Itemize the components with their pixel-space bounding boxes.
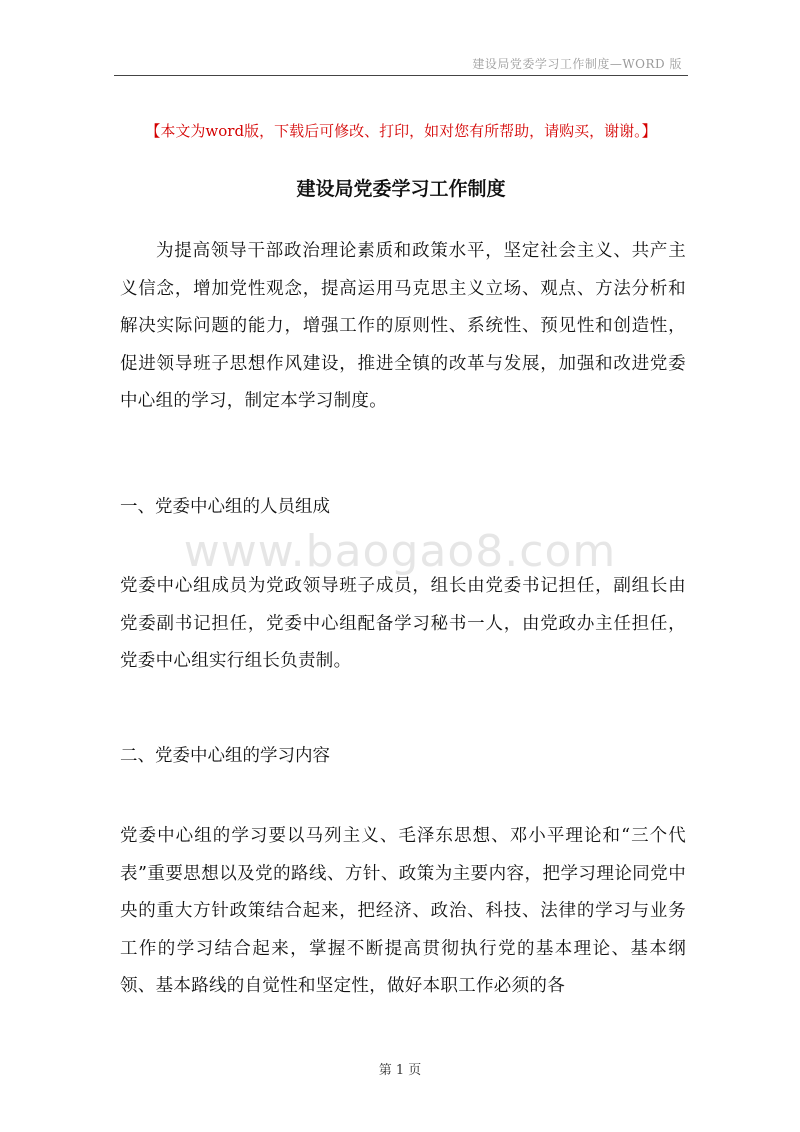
- watermark: www.baogao8.com: [183, 526, 617, 577]
- section-2-heading: 二、党委中心组的学习内容: [120, 746, 330, 766]
- page-number: 第 1 页: [378, 1063, 422, 1078]
- section-2-body: 党委中心组的学习要以马列主义、毛泽东思想、邓小平理论和“三个代表”重要思想以及党的路线、方针、政策为主要内容，把学习理论同党中央的重大方针政策结合起来，把经济、政治、科技、法律的学习与业务工作的学习结合起来，掌握不断提高贯彻执行党的基本理论、基本纲领、基本路线的自觉性和坚定性，做好本职工作必须的各: [120, 826, 686, 997]
- download-notice: 【本文为word版，下载后可修改、打印，如对您有所帮助，请购买，谢谢。】: [145, 122, 657, 140]
- section-1-heading: 一、党委中心组的人员组成: [120, 497, 330, 517]
- document-title: 建设局党委学习工作制度: [296, 178, 506, 200]
- section-1-body: 党委中心组成员为党政领导班子成员，组长由党委书记担任，副组长由党委副书记担任，党委中心组配备学习秘书一人，由党政办主任担任，党委中心组实行组长负责制。: [120, 576, 686, 672]
- intro-paragraph: 为提高领导干部政治理论素质和政策水平，坚定社会主义、共产主义信念，增加党性观念，提高运用马克思主义立场、观点、方法分析和解决实际问题的能力，增强工作的原则性、系统性、预见性和创造性，促进领导班子思想作风建设，推进全镇的改革与发展，加强和改进党委中心组的学习，制定本学习制度。: [120, 241, 686, 412]
- header-divider: [114, 75, 688, 76]
- running-header: 建设局党委学习工作制度—WORD 版: [472, 57, 682, 71]
